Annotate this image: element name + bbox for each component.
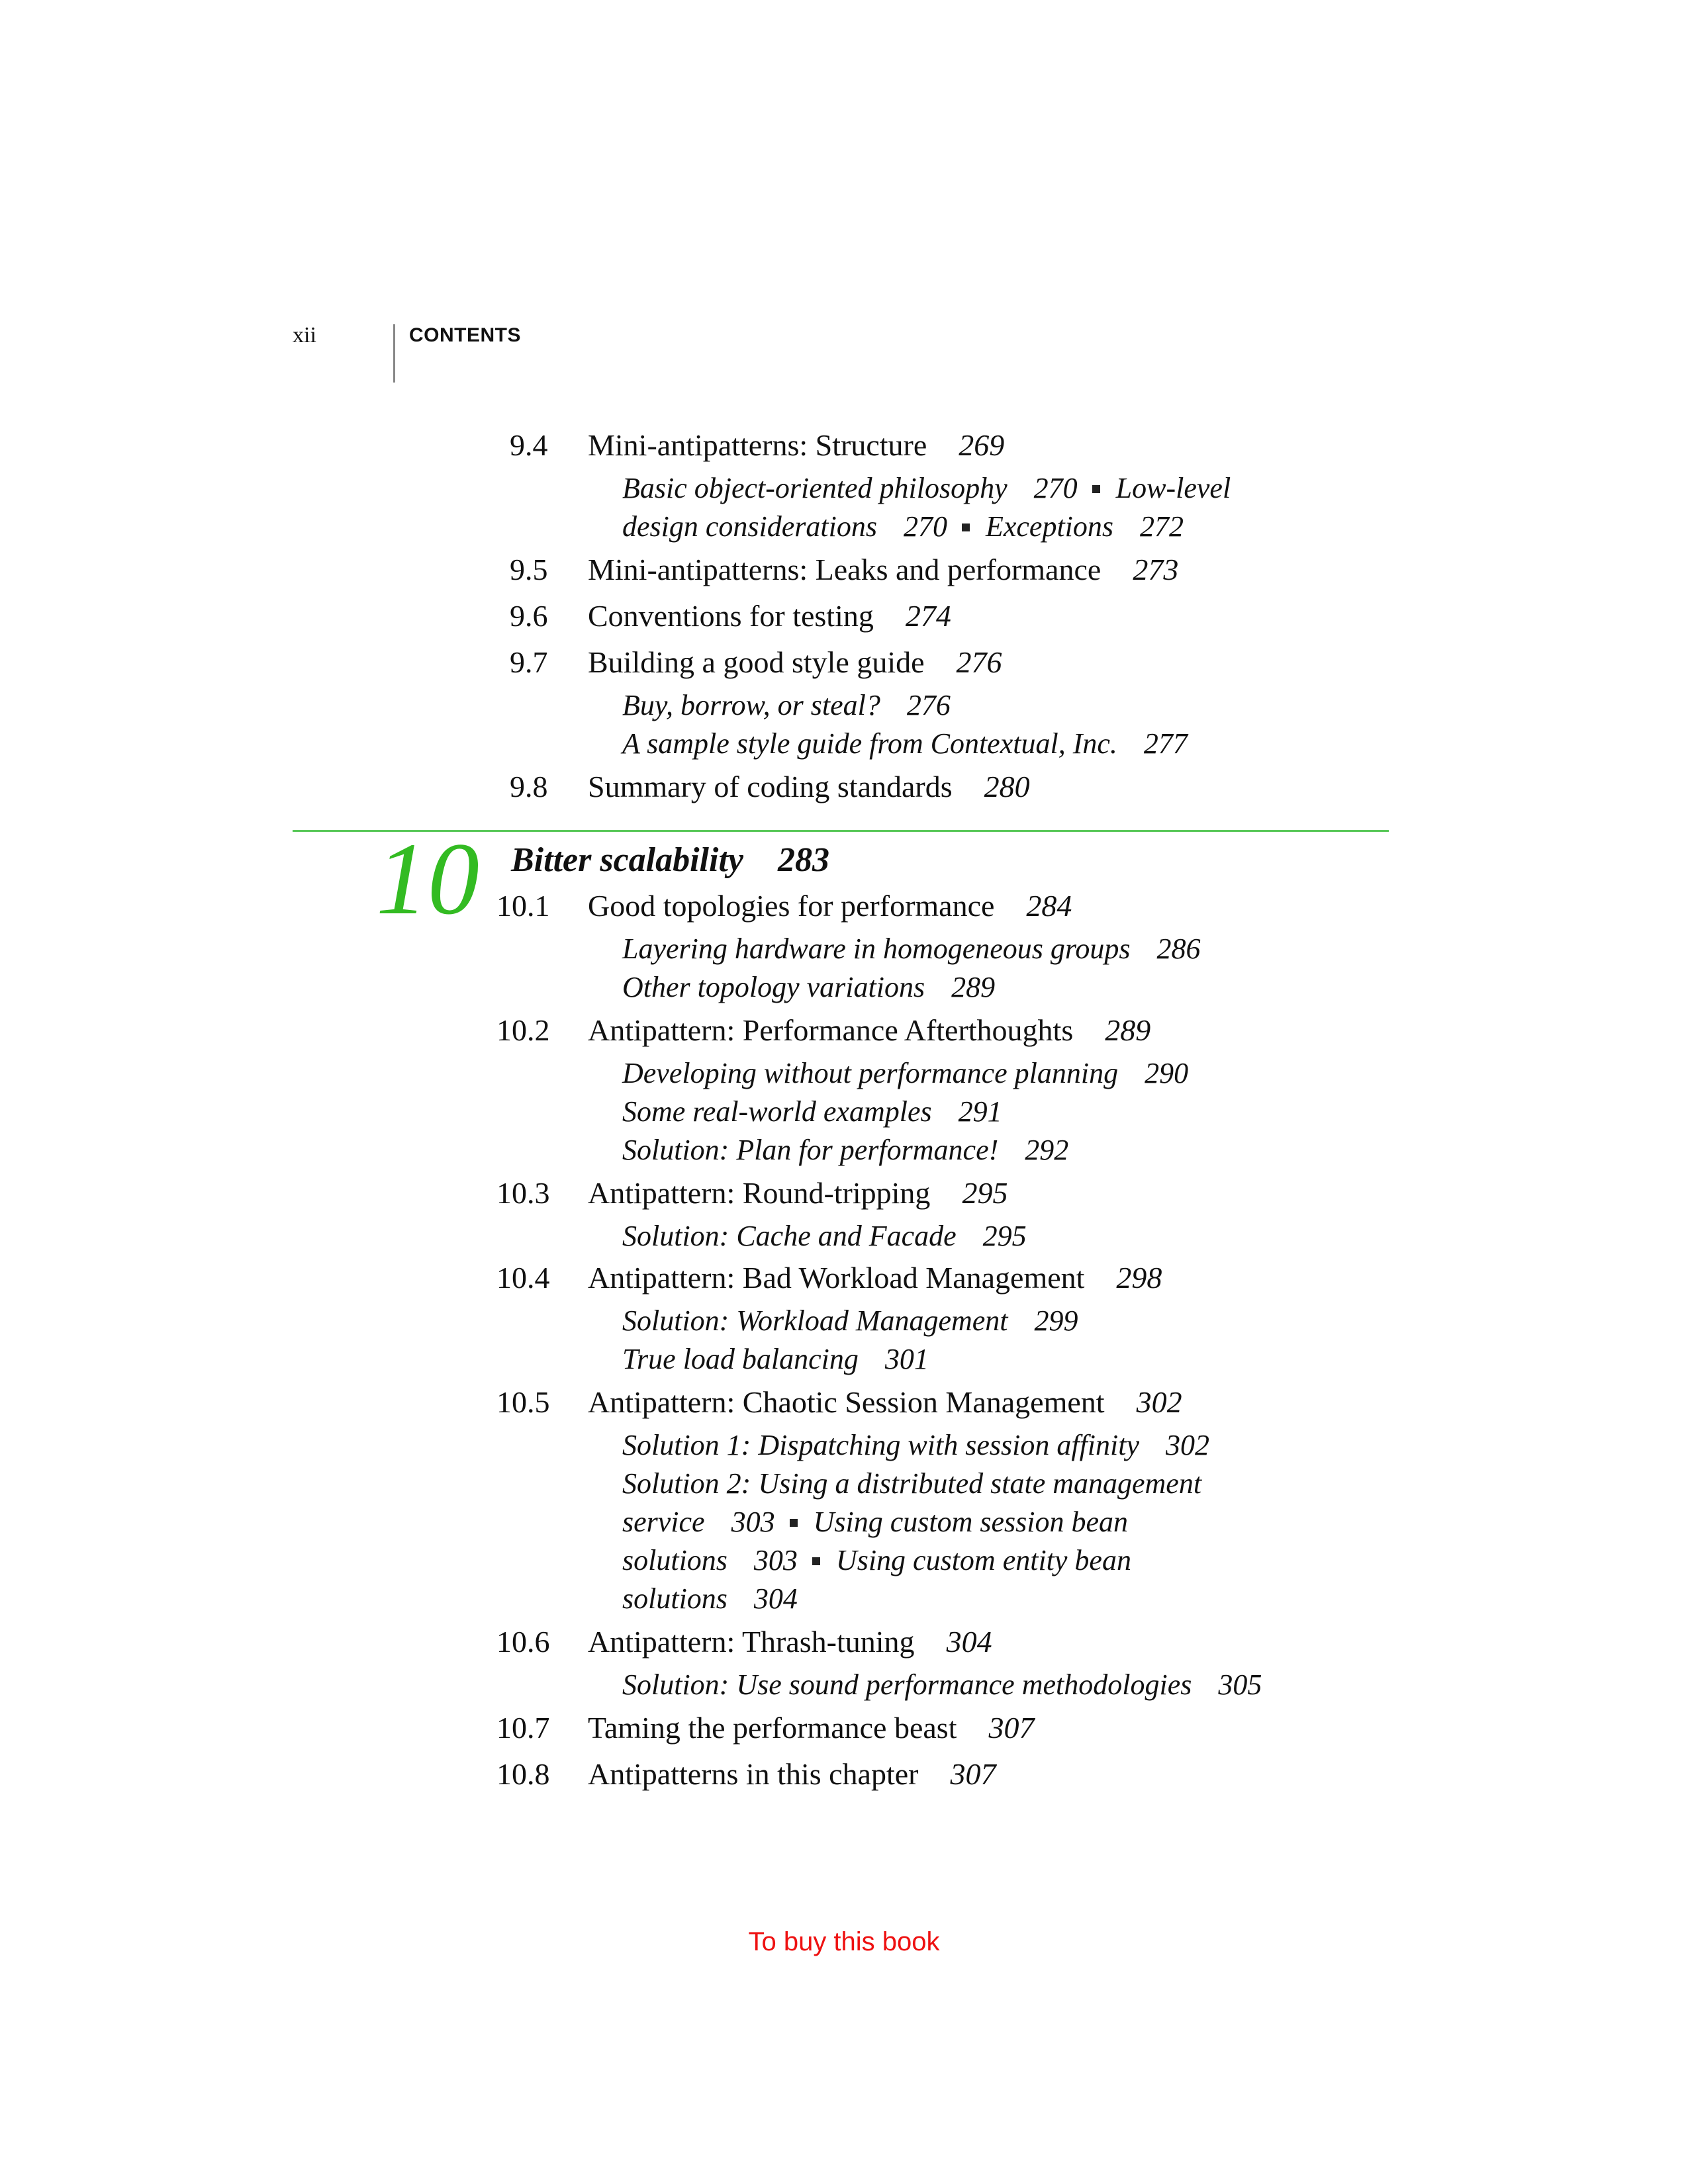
chapter-number: 10 xyxy=(376,821,479,936)
subsection-title: solutions xyxy=(622,1544,727,1576)
subsection-page: 302 xyxy=(1166,1429,1209,1461)
toc-subsections xyxy=(622,1095,1002,1128)
subsection-title: Some real-world examples xyxy=(622,1095,932,1128)
subsection-title: Other topology variations xyxy=(622,971,925,1003)
subsection-title: Solution 1: Dispatching with session affinity xyxy=(622,1429,1139,1461)
subsection-title: solutions xyxy=(622,1582,727,1615)
section-title: Mini-antipatterns: Structure xyxy=(588,428,927,462)
subsection-title: Using custom entity bean xyxy=(835,1544,1131,1576)
subsection-page: 291 xyxy=(958,1095,1002,1128)
section-title: Antipattern: Bad Workload Management xyxy=(588,1261,1085,1295)
toc-subsections xyxy=(622,1056,1188,1090)
toc-subsections xyxy=(622,1543,1131,1577)
subsection-page: 290 xyxy=(1145,1057,1189,1089)
subsection-page: 270 xyxy=(903,510,947,543)
subsection-title: design considerations xyxy=(622,510,877,543)
section-page: 289 xyxy=(1105,1013,1151,1047)
subsection-page: 301 xyxy=(884,1343,929,1375)
running-head: CONTENTS xyxy=(409,324,521,346)
section-number: 9.4 xyxy=(510,428,548,462)
section-title: Taming the performance beast xyxy=(588,1711,957,1745)
section-number: 9.8 xyxy=(510,770,548,803)
subsection-page: 303 xyxy=(753,1544,798,1576)
toc-subsections xyxy=(622,1467,1201,1500)
header-divider xyxy=(393,324,395,383)
subsection-page: 305 xyxy=(1218,1668,1262,1701)
subsection-page: 289 xyxy=(951,971,996,1003)
section-title: Summary of coding standards xyxy=(588,770,953,803)
section-title: Building a good style guide xyxy=(588,645,925,679)
subsection-title: Using custom session bean xyxy=(813,1506,1129,1538)
section-page: 269 xyxy=(959,428,1005,462)
subsection-page: 272 xyxy=(1140,510,1184,543)
bullet-separator xyxy=(812,1557,820,1565)
section-number: 10.3 xyxy=(496,1176,550,1210)
bullet-separator xyxy=(790,1519,798,1527)
subsection-page: 299 xyxy=(1034,1304,1078,1337)
section-number: 9.6 xyxy=(510,599,548,633)
subsection-title: Buy, borrow, or steal? xyxy=(622,689,880,721)
toc-subsections xyxy=(622,1582,798,1615)
section-title: Conventions for testing xyxy=(588,599,874,633)
subsection-page: 303 xyxy=(731,1506,775,1538)
chapter-title xyxy=(511,841,829,880)
section-page: 298 xyxy=(1116,1261,1162,1295)
section-page: 280 xyxy=(984,770,1030,803)
subsection-page: 286 xyxy=(1156,933,1201,965)
section-page: 302 xyxy=(1136,1385,1182,1419)
subsection-title: Solution: Plan for performance! xyxy=(622,1134,999,1166)
subsection-page: 292 xyxy=(1025,1134,1069,1166)
toc-subsections xyxy=(622,510,1184,543)
section-number: 9.5 xyxy=(510,553,548,586)
toc-subsections xyxy=(622,1428,1209,1462)
toc-subsections xyxy=(622,1219,1027,1253)
section-number: 10.1 xyxy=(496,889,550,923)
buy-book-link[interactable]: To buy this book xyxy=(748,1927,940,1956)
subsection-title: Solution: Workload Management xyxy=(622,1304,1008,1337)
subsection-page: 277 xyxy=(1143,727,1188,760)
section-number: 10.4 xyxy=(496,1261,550,1295)
section-page: 307 xyxy=(988,1711,1035,1745)
toc-subsections xyxy=(622,727,1188,760)
section-number: 10.8 xyxy=(496,1757,550,1791)
subsection-page: 276 xyxy=(906,689,951,721)
toc-subsections xyxy=(622,932,1201,966)
section-number: 10.6 xyxy=(496,1625,550,1659)
subsection-title: True load balancing xyxy=(622,1343,859,1375)
section-title: Antipattern: Round-tripping xyxy=(588,1176,931,1210)
section-number: 10.7 xyxy=(496,1711,550,1745)
subsection-title: Solution: Cache and Facade xyxy=(622,1220,957,1252)
section-page: 274 xyxy=(905,599,951,633)
toc-subsections xyxy=(622,1668,1262,1702)
section-title: Antipatterns in this chapter xyxy=(588,1757,919,1791)
section-title: Mini-antipatterns: Leaks and performance xyxy=(588,553,1102,586)
page-number: xii xyxy=(293,323,316,347)
section-page: 295 xyxy=(962,1176,1008,1210)
toc-subsections xyxy=(622,970,995,1004)
section-title: Good topologies for performance xyxy=(588,889,995,923)
bullet-separator xyxy=(962,523,970,531)
toc-subsections xyxy=(622,688,951,722)
section-page: 304 xyxy=(946,1625,992,1659)
subsection-title: Solution: Use sound performance methodologies xyxy=(622,1668,1192,1701)
toc-subsections xyxy=(622,1133,1068,1167)
subsection-title: Developing without performance planning xyxy=(622,1057,1119,1089)
section-title: Antipattern: Performance Afterthoughts xyxy=(588,1013,1074,1047)
subsection-title: A sample style guide from Contextual, Inc. xyxy=(622,727,1117,760)
subsection-title: Basic object-oriented philosophy xyxy=(622,472,1008,504)
toc-subsections xyxy=(622,1342,929,1376)
toc-subsections xyxy=(622,471,1231,505)
section-page: 273 xyxy=(1133,553,1179,586)
subsection-page: 270 xyxy=(1033,472,1078,504)
section-page: 284 xyxy=(1026,889,1072,923)
chapter-title-text: Bitter scalability xyxy=(511,841,743,879)
section-number: 10.5 xyxy=(496,1385,550,1419)
toc-subsections xyxy=(622,1505,1128,1539)
section-number: 10.2 xyxy=(496,1013,550,1047)
section-title: Antipattern: Thrash-tuning xyxy=(588,1625,915,1659)
subsection-page: 304 xyxy=(753,1582,798,1615)
subsection-title: Solution 2: Using a distributed state management xyxy=(622,1467,1202,1500)
toc-subsections xyxy=(622,1304,1078,1338)
section-number: 9.7 xyxy=(510,645,548,679)
section-page: 276 xyxy=(956,645,1002,679)
subsection-page: 295 xyxy=(982,1220,1027,1252)
bullet-separator xyxy=(1092,485,1100,493)
section-title: Antipattern: Chaotic Session Management xyxy=(588,1385,1105,1419)
section-page: 307 xyxy=(950,1757,996,1791)
subsection-title: Layering hardware in homogeneous groups xyxy=(622,933,1131,965)
chapter-page: 283 xyxy=(777,841,829,879)
subsection-title: Low-level xyxy=(1115,472,1231,504)
subsection-title: service xyxy=(622,1506,705,1538)
subsection-title: Exceptions xyxy=(985,510,1114,543)
